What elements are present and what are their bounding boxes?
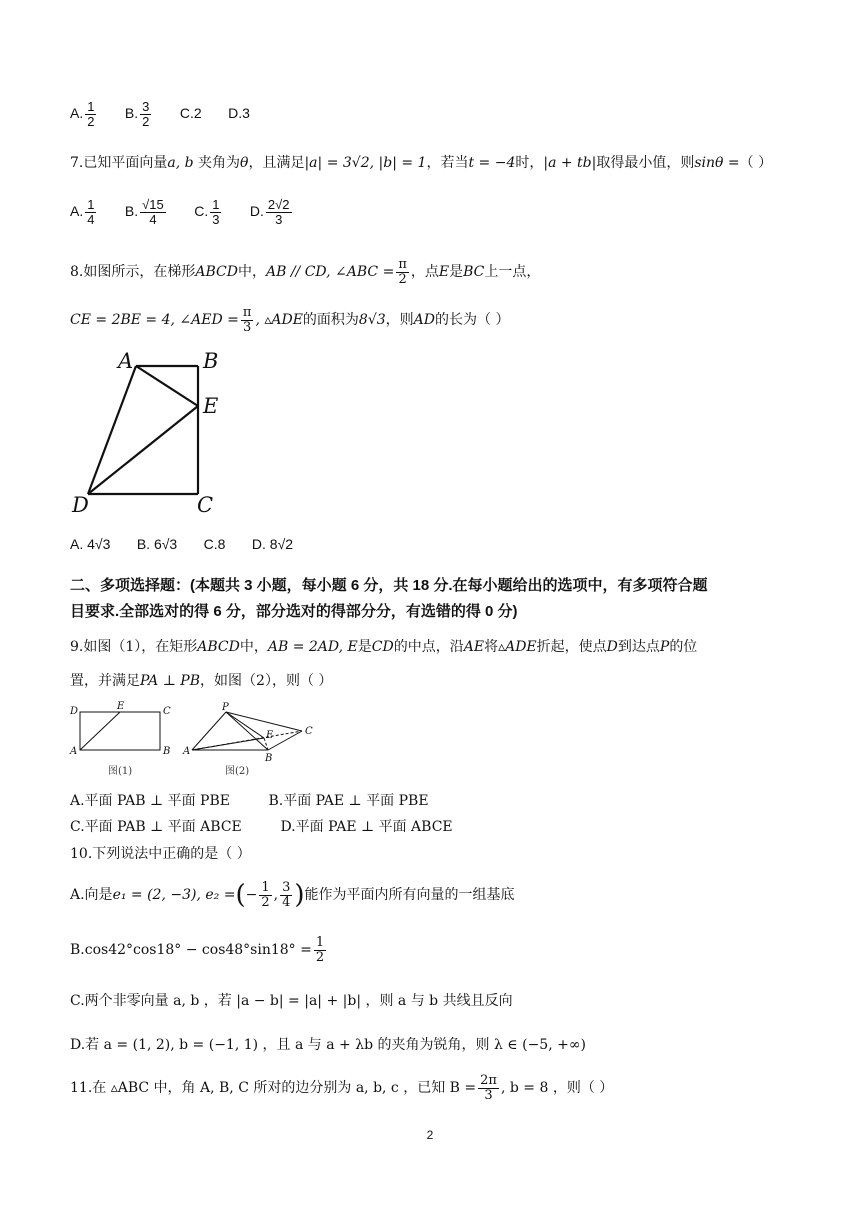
q8-label-C: C xyxy=(197,493,214,517)
q7-option-c: C. $\frac{1}{3}$ xyxy=(194,197,220,227)
q9-fig1-label-B: B xyxy=(163,746,171,757)
q7-option-d: D. $\frac{2√2}{3}$ xyxy=(249,197,290,227)
q8-option-d: D. 8√2 xyxy=(251,536,294,552)
q10-option-c: C.两个非零向量 a, b ，若 |a − b| = |a| + |b| ，则 a 与 b 共线且反向 xyxy=(70,993,513,1009)
q6-option-d: D.3 xyxy=(228,104,250,121)
q9-options-row2 xyxy=(70,816,453,836)
q11-stem: 11.在 ▵ABC 中，角 A, B, C 所对的边分别为 a, b, c ，已知 B = $\frac{2\pi}{3}$ , b = 8 ，则（ ） xyxy=(70,1073,614,1103)
q9-stem-line1: 9.如图（1），在矩形ABCD中，AB = 2AD, E是CD的中点，沿AE将▵ADE折起，使点D到达点P的位 xyxy=(70,639,698,655)
q8-option-b: B. 6√3 xyxy=(136,536,178,552)
q9-fig1-caption: 图(1) xyxy=(108,766,133,777)
page-number: 2 xyxy=(426,1128,434,1142)
q9-fig1-label-E: E xyxy=(117,701,125,712)
q6-option-b: B. $\frac{3}{2}$ xyxy=(124,99,150,129)
q9-fig2-caption: 图(2) xyxy=(225,766,250,777)
q9-option-c: C.平面 PAB ⊥ 平面 ABCE xyxy=(70,819,242,835)
q8-stem-line2: CE = 2BE = 4, ∠AED = $\frac{\pi}{3}$ , ▵ADE的面积为8√3，则AD的长为（ ） xyxy=(70,305,510,335)
section2-header-line1: 二、多项选择题：(本题共 3 小题，每小题 6 分，共 18 分.在每小题给出的选项中，有多项符合题 xyxy=(70,577,708,594)
q6-option-a: A. $\frac{1}{2}$ xyxy=(70,99,95,129)
q9-fig2-label-C: C xyxy=(305,726,313,737)
q9-fig1-label-C: C xyxy=(163,706,171,717)
q8-label-B: B xyxy=(203,349,219,373)
q8-label-E: E xyxy=(203,394,219,418)
q10-stem: 10.下列说法中正确的是（ ） xyxy=(70,846,251,862)
q6-option-c: C.2 xyxy=(179,104,202,121)
q6-options xyxy=(70,100,272,128)
q8-options xyxy=(70,536,315,553)
q8-stem-line1: 8.如图所示，在梯形ABCD中，AB // CD, ∠ABC = $\frac{\pi}{2}$ ，点E是BC上一点， xyxy=(70,257,541,287)
q9-fig1-label-D: D xyxy=(70,706,79,717)
q9-figure-2 xyxy=(180,700,320,780)
q9-option-d: D.平面 PAE ⊥ 平面 ABCE xyxy=(280,819,453,835)
q9-figure-1 xyxy=(68,700,180,780)
q9-stem-line2: 置，并满足PA ⊥ PB，如图（2），则（ ） xyxy=(70,673,333,689)
q9-fig2-label-A: A xyxy=(183,746,191,757)
q9-options-row1 xyxy=(70,790,429,810)
q8-trapezoid-figure xyxy=(66,346,236,518)
section2-header-line2: 目要求.全部选对的得 6 分，部分选对的得部分分，有选错的得 0 分) xyxy=(70,603,518,620)
q7-option-a: A. $\frac{1}{4}$ xyxy=(70,197,95,227)
q9-fig2-label-E: E xyxy=(266,730,274,741)
q10-option-a: A.向是e₁ = (2, −3), e₂ =(− $\frac{1}{2}$ , $\frac{3}{4}$ )能作为平面内所有向量的一组基底 xyxy=(70,879,515,910)
q9-fig2-label-B: B xyxy=(265,753,273,764)
q9-option-a: A.平面 PAB ⊥ 平面 PBE xyxy=(70,793,230,809)
q8-label-A: A xyxy=(118,349,134,373)
q9-fig1-label-A: A xyxy=(70,746,78,757)
q8-option-a: A. 4√3 xyxy=(70,536,111,552)
q10-option-d: D.若 a = (1, 2), b = (−1, 1) ，且 a 与 a + λb 的夹角为锐角，则 λ ∈ (−5, +∞) xyxy=(70,1037,586,1053)
q7-option-b: B. $\frac{√15}{4}$ xyxy=(124,197,164,227)
q7-options xyxy=(70,198,316,226)
q9-option-b: B.平面 PAE ⊥ 平面 PBE xyxy=(268,793,429,809)
q8-option-c: C.8 xyxy=(203,536,226,552)
q7-stem: 7.已知平面向量a, b 夹角为θ，且满足|a| = 3√2, |b| = 1，若当t = −4时，|a + tb|取得最小值，则sinθ =（ ） xyxy=(70,155,773,171)
q10-option-b: B.cos42°cos18° − cos48°sin18° = $\frac{1}{2}$ xyxy=(70,935,325,965)
q8-label-D: D xyxy=(72,493,89,517)
q9-fig2-label-P: P xyxy=(222,702,229,713)
